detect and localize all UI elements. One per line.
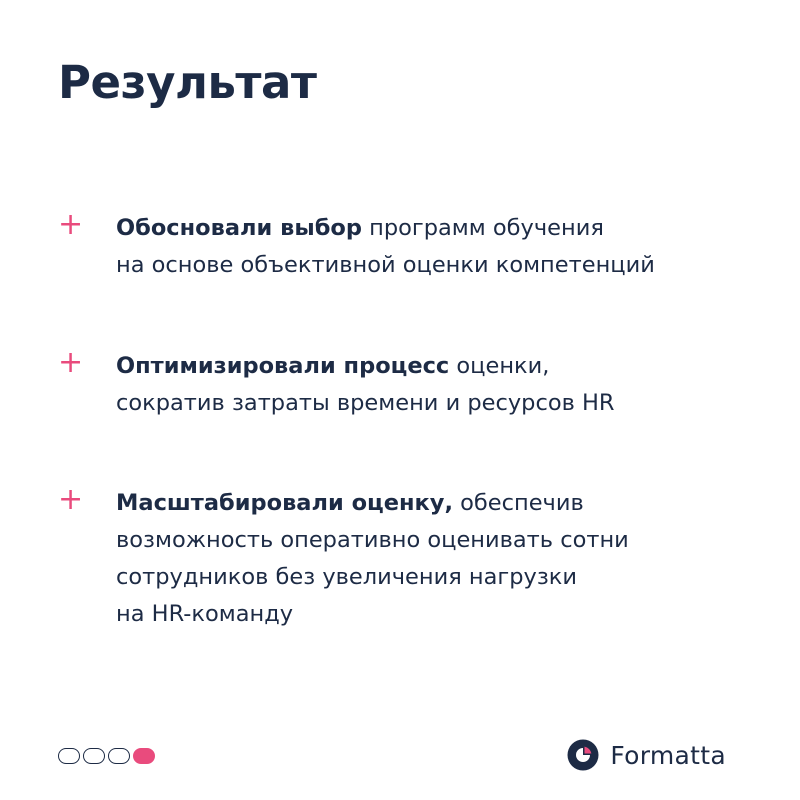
pager-dot[interactable]: [108, 748, 130, 764]
list-item: [58, 345, 748, 422]
list-item-text: [116, 348, 615, 422]
brand-name: Formatta: [610, 740, 726, 770]
list-item-line: [116, 596, 629, 633]
list-item-rest: сократив затраты времени и ресурсов HR: [116, 390, 615, 416]
pager-dot[interactable]: [83, 748, 105, 764]
pager-dot-active[interactable]: [133, 748, 155, 764]
list-item-line: [116, 385, 615, 422]
slide-pager: [58, 748, 155, 764]
list-item-line: [116, 559, 629, 596]
plus-icon: +: [58, 482, 84, 517]
list-item-text: [116, 210, 655, 284]
list-item-line: [116, 522, 629, 559]
list-item-line: [116, 210, 655, 247]
list-item-rest: сотрудников без увеличения нагрузки: [116, 564, 578, 590]
plus-icon: +: [58, 207, 84, 242]
list-item-line: [116, 247, 655, 284]
list-item-highlight: Масштабировали оценку,: [116, 490, 453, 516]
list-item-text: [116, 485, 629, 633]
list-item-rest: возможность оперативно оценивать сотни: [116, 527, 629, 553]
list-item-highlight: Обосновали выбор: [116, 215, 362, 241]
list-item-rest: на основе объективной оценки компетенций: [116, 252, 655, 278]
list-item-rest: обеспечив: [453, 490, 584, 516]
brand: [566, 738, 726, 772]
list-item-highlight: Оптимизировали процесс: [116, 353, 450, 379]
list-item: [58, 482, 748, 633]
formatta-logo-icon: [566, 738, 600, 772]
list-item-rest: оценки,: [449, 353, 550, 379]
list-item-rest: программ обучения: [362, 215, 604, 241]
list-item-rest: на HR-команду: [116, 601, 294, 627]
list-item-line: [116, 348, 615, 385]
page-title: Результат: [58, 56, 317, 109]
pager-dot[interactable]: [58, 748, 80, 764]
list-item-line: [116, 485, 629, 522]
plus-icon: +: [58, 345, 84, 380]
list-item: [58, 207, 748, 284]
